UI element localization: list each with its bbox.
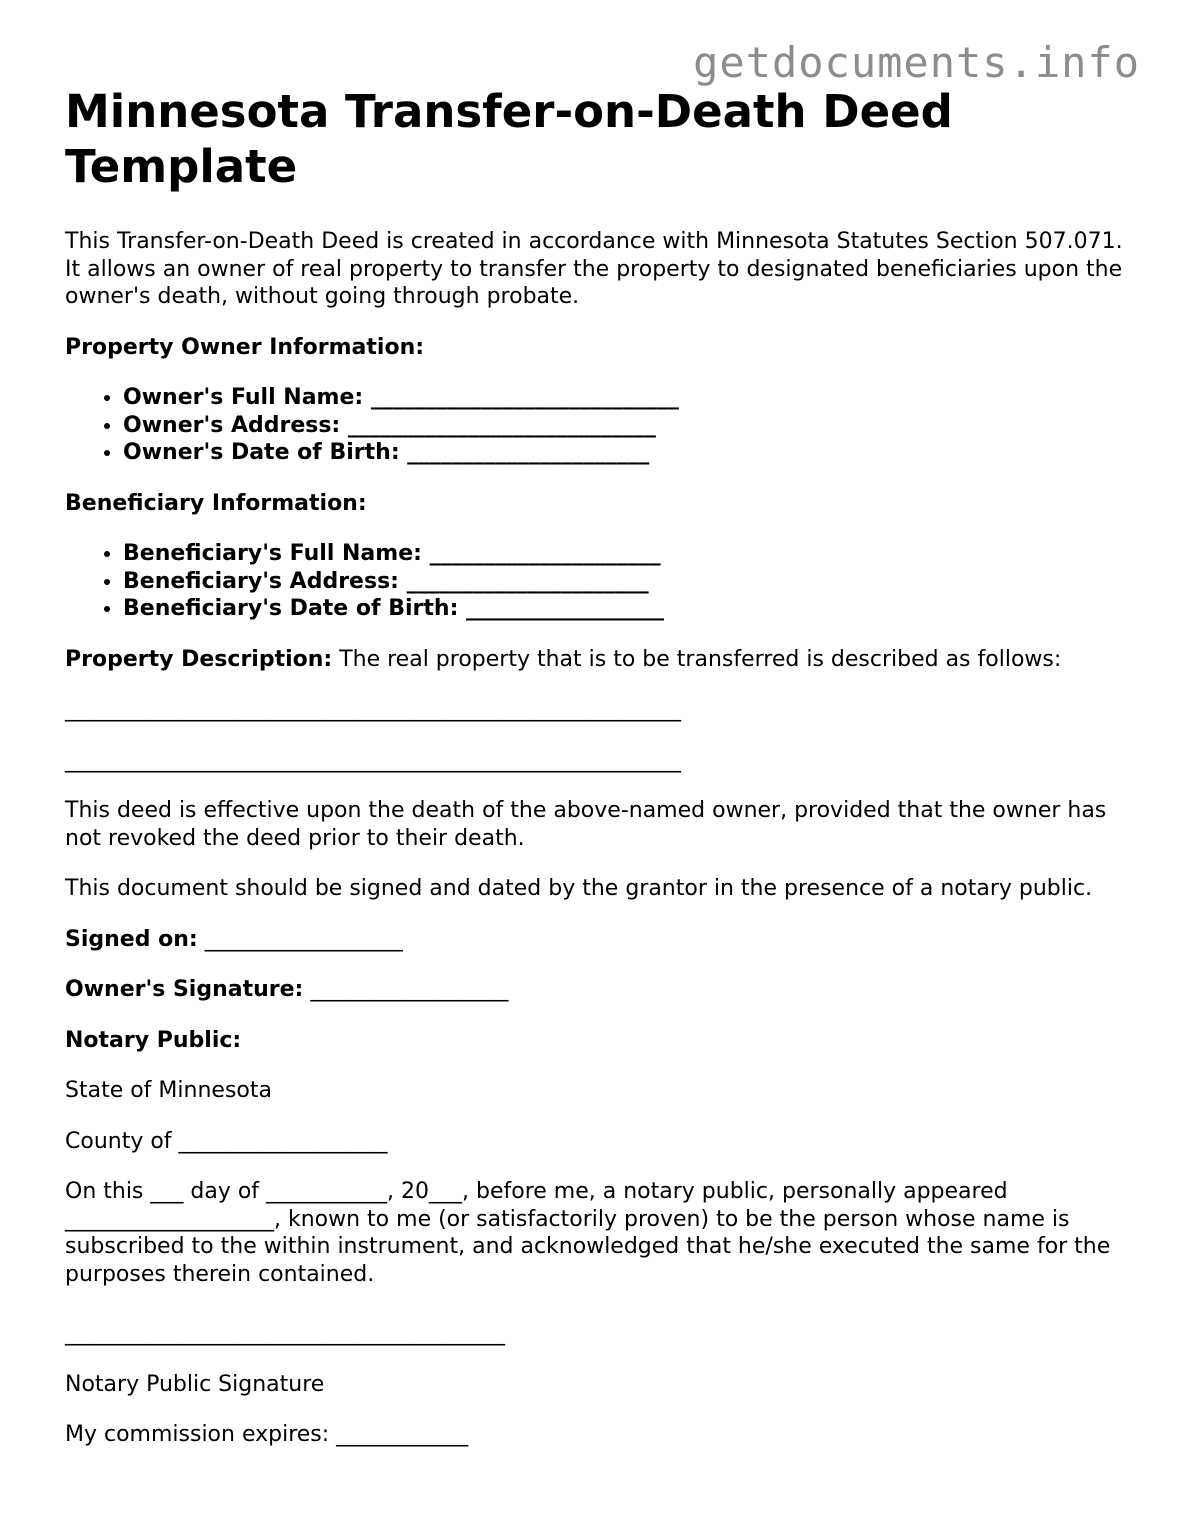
notary-state: State of Minnesota xyxy=(65,1078,272,1103)
beneficiary-section-heading: Beneficiary Information: xyxy=(65,490,367,516)
notary-signature-line: ________________________________________ xyxy=(65,1321,505,1346)
notary-signature-label: Notary Public Signature xyxy=(65,1371,325,1397)
property-description-text: The real property that is to be transferred is described as follows: xyxy=(332,646,1062,672)
owner-info-list xyxy=(65,384,1125,467)
property-description-label: Property Description: xyxy=(65,646,333,672)
notary-county: County of ___________________ xyxy=(65,1128,388,1154)
property-blank-line-2: ________________________________________________________ xyxy=(65,747,681,773)
signed-on-blank: __________________ xyxy=(197,926,403,952)
owner-name-field: • Owner's Full Name: ____________________________ xyxy=(123,384,1125,412)
owner-signature-blank: __________________ xyxy=(303,977,509,1002)
signed-on-label: Signed on: xyxy=(65,926,198,952)
notary-heading: Notary Public: xyxy=(65,1027,242,1053)
intro-paragraph: This Transfer-on-Death Deed is created in accordance with Minnesota Statutes Section 507.071. It allows an owner of real property to transfer the property to designated beneficiaries upon the owner's death, without going through probate. xyxy=(65,229,1123,309)
beneficiary-name-field: • Beneficiary's Full Name: _____________________ xyxy=(123,540,1125,568)
property-blank-line-1: ________________________________________________________ xyxy=(65,697,681,722)
commission-expires-field: My commission expires: ____________ xyxy=(65,1422,469,1447)
owner-signature-field xyxy=(65,976,1125,1004)
beneficiary-address-field: • Beneficiary's Address: ______________________ xyxy=(123,568,1125,596)
document-body xyxy=(65,84,1125,1472)
signing-paragraph: This document should be signed and dated by the grantor in the presence of a notary public. xyxy=(65,876,1093,901)
beneficiary-dob-field: • Beneficiary's Date of Birth: __________________ xyxy=(123,595,1125,623)
notary-acknowledgment: On this ___ day of ___________, 20___, before me, a notary public, personally appeared ___________________, known to me (or satisfactorily proven) to be the person whose name is subscribed to the within instrument, and acknowledged that he/she executed the same for the purposes therein contained. xyxy=(65,1179,1111,1287)
owner-address-field: • Owner's Address: ____________________________ xyxy=(123,412,1125,440)
owner-signature-label: Owner's Signature: xyxy=(65,977,304,1002)
beneficiary-info-list xyxy=(65,540,1125,623)
watermark: getdocuments.info xyxy=(693,38,1140,87)
page-title: Minnesota Transfer-on-Death Deed Template xyxy=(65,85,953,193)
owner-section-heading: Property Owner Information: xyxy=(65,334,425,360)
signed-on-field xyxy=(65,926,1125,954)
property-description xyxy=(65,646,1125,674)
effective-paragraph: This deed is effective upon the death of the above-named owner, provided that the owner has not revoked the deed prior to their death. xyxy=(65,798,1107,851)
owner-dob-field: • Owner's Date of Birth: ______________________ xyxy=(123,439,1125,467)
